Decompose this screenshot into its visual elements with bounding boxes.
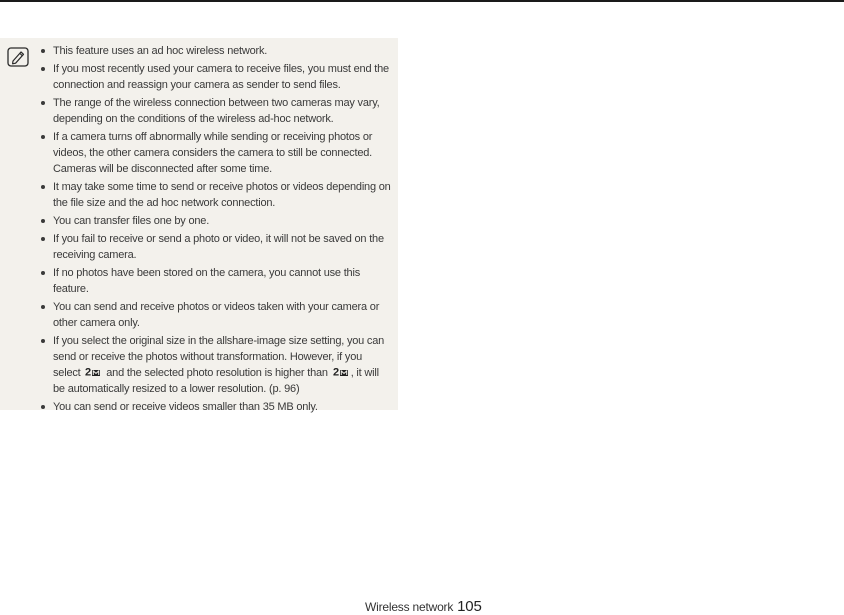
page-footer <box>365 598 482 615</box>
note-item: If a camera turns off abnormally while sending or receiving photos or videos, the other camera considers the camera to still be connected. Cameras will be disconnected after some time. <box>39 129 391 177</box>
2m-resolution-icon <box>85 366 101 377</box>
note-item: This feature uses an ad hoc wireless network. <box>39 43 391 59</box>
2m-resolution-icon <box>333 366 349 377</box>
note-item: You can send and receive photos or videos taken with your camera or other camera only. <box>39 299 391 331</box>
note-list <box>39 43 391 417</box>
note-item: If you most recently used your camera to receive files, you must end the connection and reassign your camera as sender to send files. <box>39 61 391 93</box>
note-item: If no photos have been stored on the camera, you cannot use this feature. <box>39 265 391 297</box>
svg-text:2: 2 <box>85 366 92 377</box>
note-item: If you select the original size in the allshare-image size setting, you can send or receive the photos without transformation. However, if you select 2 and the selected photo resolution is higher than 2 , it will be automatically resized to a lower resolution. (p. 96) <box>39 333 391 397</box>
svg-text:2: 2 <box>332 366 339 377</box>
page-number: 105 <box>457 598 482 615</box>
note-item: The range of the wireless connection between two cameras may vary, depending on the conditions of the wireless ad-hoc network. <box>39 95 391 127</box>
note-pencil-icon <box>7 47 29 67</box>
note-item: If you fail to receive or send a photo or video, it will not be saved on the receiving camera. <box>39 231 391 263</box>
note-item: You can transfer files one by one. <box>39 213 391 229</box>
top-divider <box>0 0 844 2</box>
section-title: Wireless network <box>365 600 454 614</box>
note-box <box>0 38 398 413</box>
note-item: It may take some time to send or receive photos or videos depending on the file size and the ad hoc network connection. <box>39 179 391 211</box>
note-item: You can send or receive videos smaller than 35 MB only. <box>39 399 391 415</box>
